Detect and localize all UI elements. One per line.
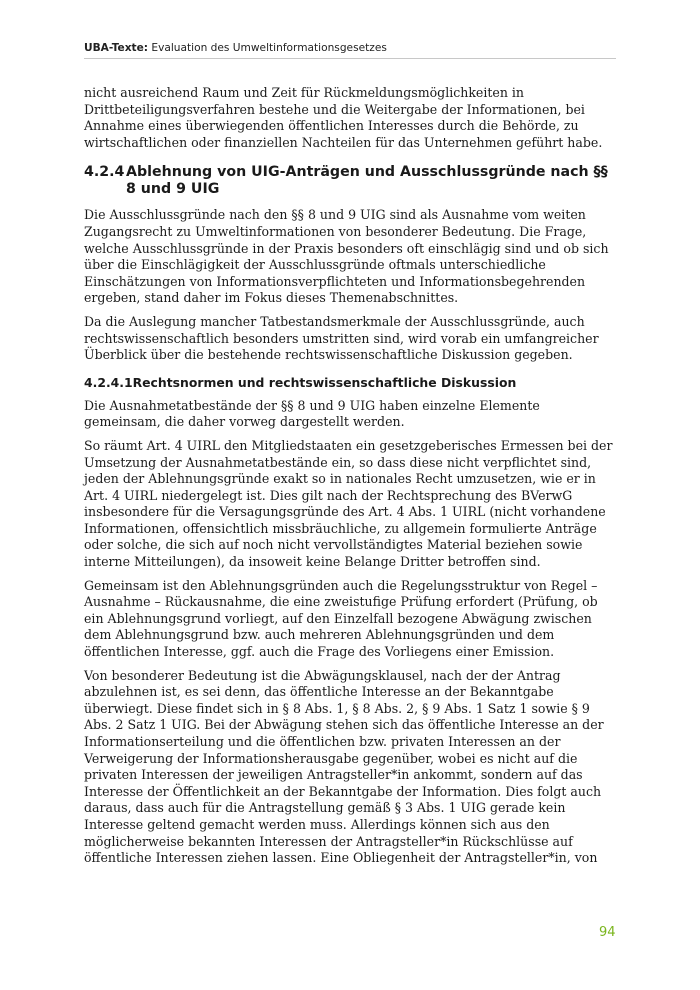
header-series: UBA-Texte: [84, 42, 149, 54]
paragraph-common-elements: Die Ausnahmetatbestände der §§ 8 und 9 UIG haben einzelne Elemente gemeinsam, die daher vorweg dargestellt werden. [84, 397, 540, 430]
section-title: Ablehnung von UIG-Anträgen und Ausschlussgründe nach §§ 8 und 9 UIG [126, 164, 608, 198]
paragraph-continued: nicht ausreichend Raum und Zeit für Rückmeldungsmöglichkeiten in Drittbeteiligungsverfahren bestehe und die Weitergabe der Informationen, bei Annahme eines überwiegenden öffentlichen Interesses durch die Behörde, zu wirtschaftlichen oder finanziellen Nachteilen für das Unternehmen geführt habe. [84, 85, 603, 150]
running-header [84, 42, 616, 59]
section-number: 4.2.4 [84, 164, 125, 181]
page-number: 94 [599, 925, 616, 940]
header-title: Evaluation des Umweltinformationsgesetzes [148, 42, 387, 54]
paragraph-intro: Die Ausschlussgründe nach den §§ 8 und 9 UIG sind als Ausnahme vom weiten Zugangsrecht zu Umweltinformationen von besonderer Bedeutung. Die Frage, welche Ausschlussgründe in der Praxis besonders oft einschlägig sind und ob sich über die Einschlägigkeit der Ausschlussgründe oftmals unterschiedliche Einschätzungen von Informationsverpflichteten und Informationsbegehrenden ergeben, stand daher im Fokus dieses Themenabschnittes. [84, 207, 609, 306]
page-content [84, 85, 619, 874]
paragraph-discretion: So räumt Art. 4 UIRL den Mitgliedstaaten ein gesetzgeberisches Ermessen bei der Umsetzung der Ausnahmetatbestände ein, so dass diese nicht verpflichtet sind, jeden der Ablehnungsgründe exakt so in nationales Recht umzusetzen, wie er in Art. 4 UIRL niedergelegt ist. Dies gilt nach der Rechtsprechung des BVerwG insbesondere für die Versagungsgründe des Art. 4 Abs. 1 UIRL (nicht vorhandene Informationen, offensichtlich missbräuchliche, zu allgemein formulierte Anträge oder solche, die sich auf noch nicht vervollständigtes Material beziehen sowie interne Mitteilungen), da insoweit keine Belange Dritter betroffen sind. [84, 437, 613, 570]
paragraph-balancing-clause: Von besonderer Bedeutung ist die Abwägungsklausel, nach der der Antrag abzulehnen ist, es sei denn, das öffentliche Interesse an der Bekanntgabe überwiegt. Diese findet sich in § 8 Abs. 1, § 8 Abs. 2, § 9 Abs. 1 Satz 1 sowie § 9 Abs. 2 Satz 1 UIG. Bei der Abwägung stehen sich das öffentliche Interesse an der Informationserteilung und die öffentlichen bzw. privaten Interessen an der Verweigerung der Informationsherausgabe gegenüber, wobei es nicht auf die privaten Interessen der jeweiligen Antragsteller*in ankommt, sondern auf das Interesse der Öffentlichkeit an der Bekanntgabe der Information. Dies folgt auch daraus, dass auch für die Antragstellung gemäß § 3 Abs. 1 UIG gerade kein Interesse geltend gemacht werden muss. Allerdings können sich aus den möglicherweise bekannten Interessen der Antragsteller*in Rückschlüsse auf öffentliche Interessen ziehen lassen. Eine Obliegenheit der Antragsteller*in, von [84, 667, 604, 866]
subsection-heading: 4.2.4.1Rechtsnormen und rechtswissenschaftliche Diskussion [84, 374, 517, 390]
section-heading [84, 164, 619, 198]
paragraph-overview: Da die Auslegung mancher Tatbestandsmerkmale der Ausschlussgründe, auch rechtswissenschaftlich besonders umstritten sind, wird vorab ein umfangreicher Überblick über die bestehende rechtswissenschaftliche Diskussion gegeben. [84, 313, 599, 363]
paragraph-structure: Gemeinsam ist den Ablehnungsgründen auch die Regelungsstruktur von Regel – Ausnahme – Rückausnahme, die eine zweistufige Prüfung erfordert (Prüfung, ob ein Ablehnungsgrund vorliegt, auf den Einzelfall bezogene Abwägung zwischen dem Ablehnungsgrund bzw. auch mehreren Ablehnungsgründen und dem öffentlichen Interesse, ggf. auch die Frage des Vorliegens einer Emission. [84, 577, 598, 660]
